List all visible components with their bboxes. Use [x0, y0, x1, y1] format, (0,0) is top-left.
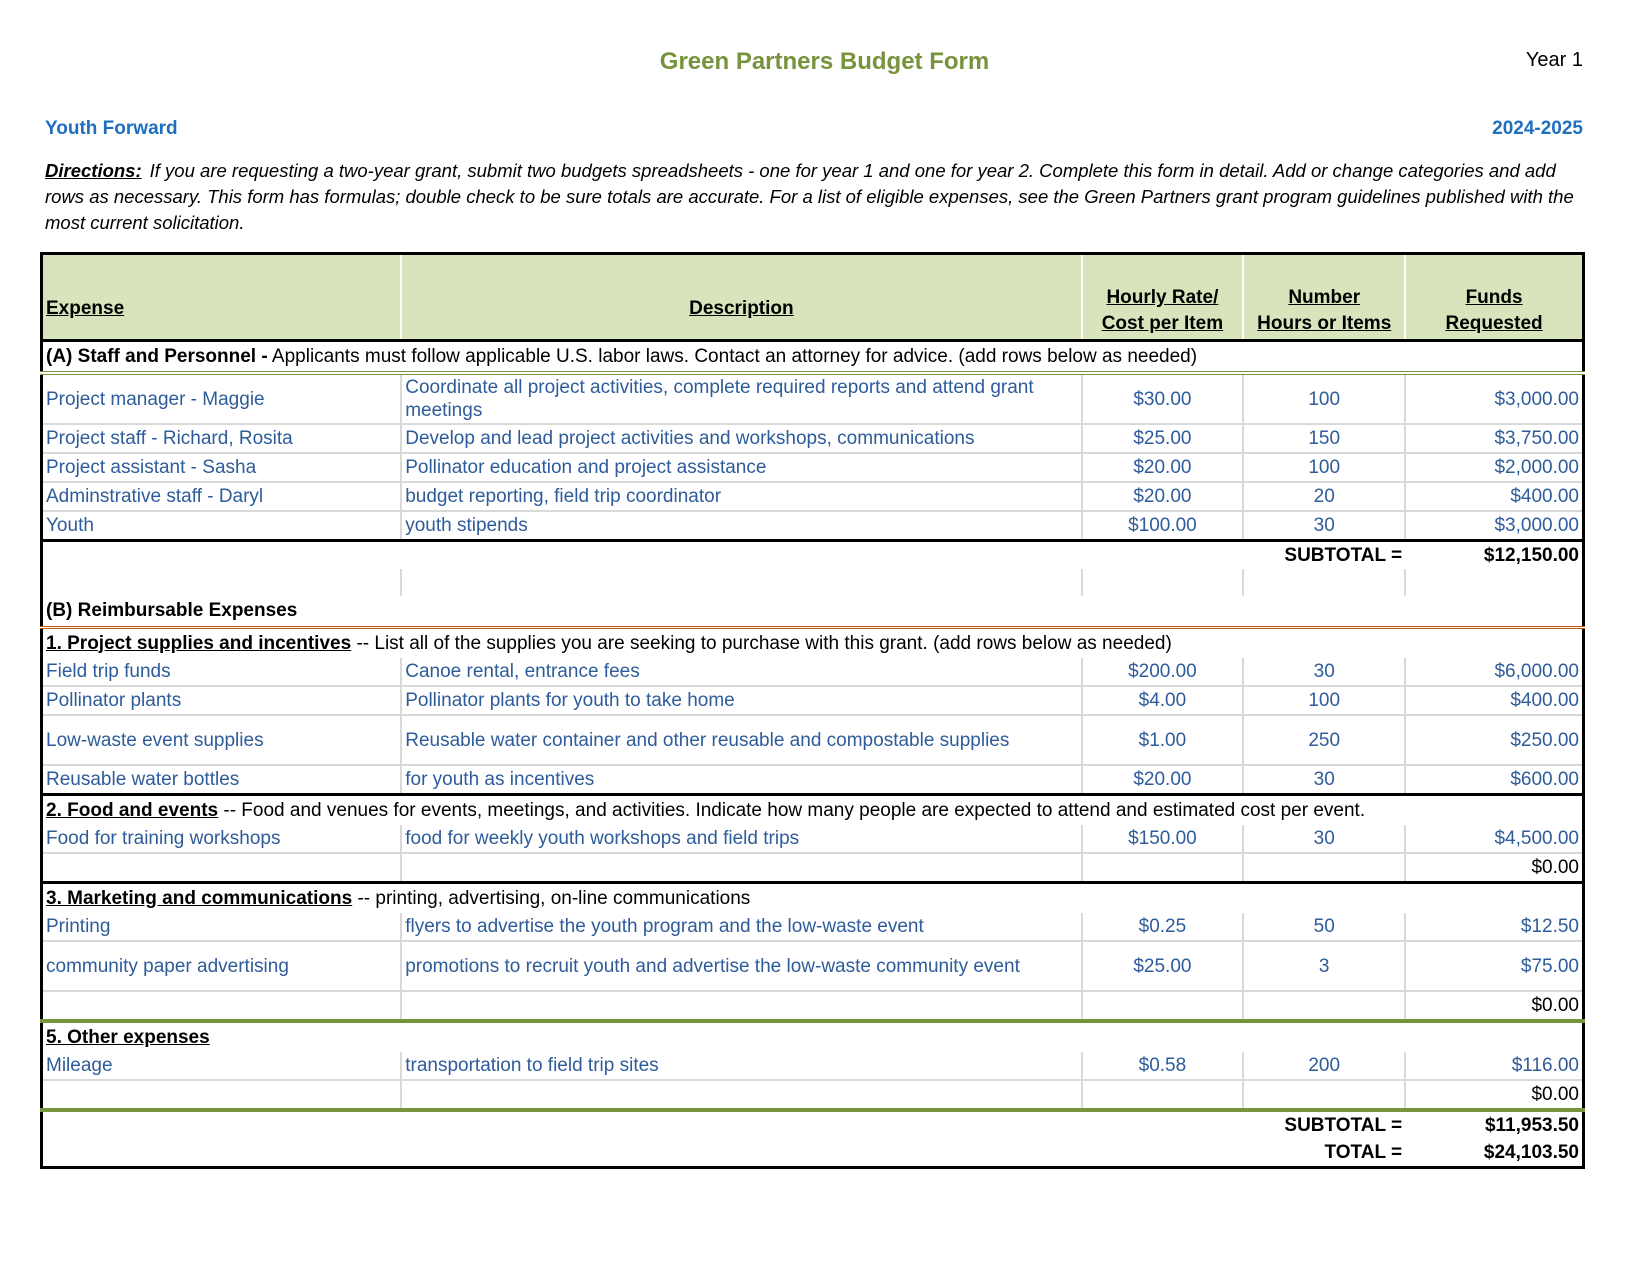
table-row[interactable] [42, 424, 1584, 453]
expense-cell[interactable]: community paper advertising [42, 941, 402, 991]
rate-cell[interactable] [1082, 1080, 1244, 1110]
directions-label: Directions: [45, 160, 142, 181]
funds-cell: $3,000.00 [1405, 373, 1583, 424]
budget-period: 2024-2025 [1492, 118, 1583, 139]
table-row[interactable] [42, 511, 1584, 541]
number-cell[interactable]: 250 [1243, 715, 1405, 765]
table-row[interactable] [42, 1080, 1584, 1110]
expense-cell[interactable]: Low-waste event supplies [42, 715, 402, 765]
funds-cell: $75.00 [1405, 941, 1583, 991]
page-title: Green Partners Budget Form [659, 48, 990, 75]
food-heading-row [42, 795, 1584, 826]
section-a-heading: (A) Staff and Personnel - [46, 345, 268, 367]
rate-cell[interactable]: $100.00 [1082, 511, 1244, 541]
rate-cell[interactable]: $0.25 [1082, 913, 1244, 941]
expense-cell[interactable]: Food for training workshops [42, 825, 402, 853]
expense-cell[interactable]: Pollinator plants [42, 686, 402, 715]
funds-cell: $6,000.00 [1405, 658, 1583, 686]
expense-cell[interactable]: Project staff - Richard, Rosita [42, 424, 402, 453]
supplies-note: -- List all of the supplies you are seeking to purchase with this grant. (add rows below as needed) [356, 632, 1172, 654]
number-cell[interactable] [1243, 1080, 1405, 1110]
number-cell[interactable]: 150 [1243, 424, 1405, 453]
description-cell[interactable]: Coordinate all project activities, complete required reports and attend grant meetings [401, 373, 1081, 424]
description-cell[interactable]: Reusable water container and other reusable and compostable supplies [401, 715, 1081, 765]
expense-cell[interactable]: Adminstrative staff - Daryl [42, 482, 402, 511]
description-cell[interactable]: flyers to advertise the youth program and the low-waste event [401, 913, 1081, 941]
funds-cell: $250.00 [1405, 715, 1583, 765]
directions [45, 158, 1590, 236]
section-b-subtotal: $11,953.50 [1405, 1110, 1583, 1139]
rate-cell[interactable]: $20.00 [1082, 453, 1244, 482]
subtotal-label: SUBTOTAL = [1243, 1110, 1405, 1139]
number-cell[interactable]: 100 [1243, 686, 1405, 715]
spacer-row [42, 569, 1584, 596]
col-header-expense: Expense [42, 254, 402, 341]
description-cell[interactable]: budget reporting, field trip coordinator [401, 482, 1081, 511]
expense-cell[interactable]: Mileage [42, 1052, 402, 1080]
number-cell[interactable]: 20 [1243, 482, 1405, 511]
table-row[interactable] [42, 853, 1584, 883]
description-cell[interactable]: Develop and lead project activities and workshops, communications [401, 424, 1081, 453]
budget-year: Year 1 [1525, 49, 1583, 71]
funds-cell: $600.00 [1405, 765, 1583, 795]
rate-cell[interactable]: $20.00 [1082, 765, 1244, 795]
marketing-note: -- printing, advertising, on-line communications [357, 887, 751, 909]
organization-name: Youth Forward [45, 118, 178, 139]
rate-cell[interactable]: $1.00 [1082, 715, 1244, 765]
directions-text: If you are requesting a two-year grant, submit two budgets spreadsheets - one for year 1 and one for year 2. Complete this form in detail. Add or change categories and add rows as necessary. This form has formulas; double check to be sure totals are accurate. For a list of eligible expenses, see the Green Partners grant program guidelines published with the most current solicitation. [45, 160, 1574, 233]
description-cell[interactable]: food for weekly youth workshops and field trips [401, 825, 1081, 853]
description-cell[interactable]: Canoe rental, entrance fees [401, 658, 1081, 686]
number-cell[interactable]: 100 [1243, 453, 1405, 482]
number-cell[interactable]: 30 [1243, 825, 1405, 853]
funds-cell: $3,000.00 [1405, 511, 1583, 541]
section-a-note: Applicants must follow applicable U.S. labor laws. Contact an attorney for advice. (add rows below as needed) [271, 345, 1198, 367]
rate-cell[interactable]: $150.00 [1082, 825, 1244, 853]
subtotal-label: SUBTOTAL = [1243, 541, 1405, 570]
number-cell[interactable]: 100 [1243, 373, 1405, 424]
food-note: -- Food and venues for events, meetings, and activities. Indicate how many people are expected to attend and estimated cost per event. [223, 799, 1366, 821]
supplies-heading: 1. Project supplies and incentives [46, 632, 352, 654]
number-cell[interactable]: 3 [1243, 941, 1405, 991]
description-cell[interactable] [401, 853, 1081, 883]
number-cell[interactable] [1243, 853, 1405, 883]
description-cell[interactable]: Pollinator plants for youth to take home [401, 686, 1081, 715]
section-a-subtotal: $12,150.00 [1405, 541, 1583, 570]
grand-total-row [42, 1139, 1584, 1168]
rate-cell[interactable]: $30.00 [1082, 373, 1244, 424]
rate-cell[interactable]: $20.00 [1082, 482, 1244, 511]
rate-cell[interactable]: $200.00 [1082, 658, 1244, 686]
expense-cell[interactable] [42, 853, 402, 883]
col-header-number: Number Hours or Items [1243, 254, 1405, 341]
rate-cell[interactable] [1082, 991, 1244, 1021]
table-row[interactable] [42, 482, 1584, 511]
description-cell[interactable] [401, 1080, 1081, 1110]
rate-cell[interactable] [1082, 853, 1244, 883]
funds-cell: $400.00 [1405, 686, 1583, 715]
table-row[interactable] [42, 1052, 1584, 1080]
expense-cell[interactable]: Reusable water bottles [42, 765, 402, 795]
number-cell[interactable]: 30 [1243, 658, 1405, 686]
funds-cell: $2,000.00 [1405, 453, 1583, 482]
funds-cell: $400.00 [1405, 482, 1583, 511]
funds-cell: $0.00 [1405, 1080, 1583, 1110]
other-heading: 5. Other expenses [46, 1026, 210, 1048]
grand-total: $24,103.50 [1483, 1141, 1579, 1163]
table-row[interactable] [42, 686, 1584, 715]
expense-cell[interactable]: Project assistant - Sasha [42, 453, 402, 482]
table-row[interactable] [42, 658, 1584, 686]
marketing-heading: 3. Marketing and communications [46, 887, 353, 909]
table-row[interactable] [42, 825, 1584, 853]
number-cell[interactable]: 200 [1243, 1052, 1405, 1080]
funds-cell: $4,500.00 [1405, 825, 1583, 853]
marketing-heading-row [42, 883, 1584, 914]
other-heading-row [42, 1021, 1584, 1052]
rate-cell[interactable]: $25.00 [1082, 424, 1244, 453]
section-b-subtotal-row [42, 1110, 1584, 1139]
number-cell[interactable]: 30 [1243, 511, 1405, 541]
funds-cell: $3,750.00 [1405, 424, 1583, 453]
description-cell[interactable]: transportation to field trip sites [401, 1052, 1081, 1080]
expense-cell[interactable]: Project manager - Maggie [42, 373, 402, 424]
section-a-heading-row [42, 341, 1584, 374]
table-row[interactable] [42, 991, 1584, 1021]
expense-cell[interactable] [42, 1080, 402, 1110]
table-row[interactable] [42, 453, 1584, 482]
description-cell[interactable]: for youth as incentives [401, 765, 1081, 795]
table-row[interactable] [42, 765, 1584, 795]
description-cell[interactable]: promotions to recruit youth and advertise the low-waste community event [401, 941, 1081, 991]
funds-cell: $0.00 [1405, 853, 1583, 883]
col-header-description: Description [401, 254, 1081, 341]
expense-cell[interactable] [42, 991, 402, 1021]
number-cell[interactable]: 50 [1243, 913, 1405, 941]
expense-cell[interactable]: Printing [42, 913, 402, 941]
expense-cell[interactable]: Field trip funds [42, 658, 402, 686]
table-row[interactable] [42, 373, 1584, 424]
col-header-rate: Hourly Rate/ Cost per Item [1082, 254, 1244, 341]
section-a-subtotal-row [42, 541, 1584, 570]
total-label: TOTAL = [1324, 1141, 1403, 1163]
col-header-funds: Funds Requested [1405, 254, 1583, 341]
rate-cell[interactable]: $0.58 [1082, 1052, 1244, 1080]
section-b-heading-row [42, 596, 1584, 628]
description-cell[interactable] [401, 991, 1081, 1021]
rate-cell[interactable]: $25.00 [1082, 941, 1244, 991]
funds-cell: $12.50 [1405, 913, 1583, 941]
funds-cell: $0.00 [1405, 991, 1583, 1021]
table-row[interactable] [42, 715, 1584, 765]
budget-table [40, 252, 1585, 1169]
table-row[interactable] [42, 913, 1584, 941]
number-cell[interactable] [1243, 991, 1405, 1021]
section-b-heading: (B) Reimbursable Expenses [42, 596, 1584, 628]
table-header-row [42, 254, 1584, 341]
description-cell[interactable]: youth stipends [401, 511, 1081, 541]
expense-cell[interactable]: Youth [42, 511, 402, 541]
description-cell[interactable]: Pollinator education and project assistance [401, 453, 1081, 482]
funds-cell: $116.00 [1405, 1052, 1583, 1080]
rate-cell[interactable]: $4.00 [1082, 686, 1244, 715]
food-heading: 2. Food and events [46, 799, 219, 821]
supplies-heading-row [42, 628, 1584, 659]
table-row[interactable] [42, 941, 1584, 991]
number-cell[interactable]: 30 [1243, 765, 1405, 795]
